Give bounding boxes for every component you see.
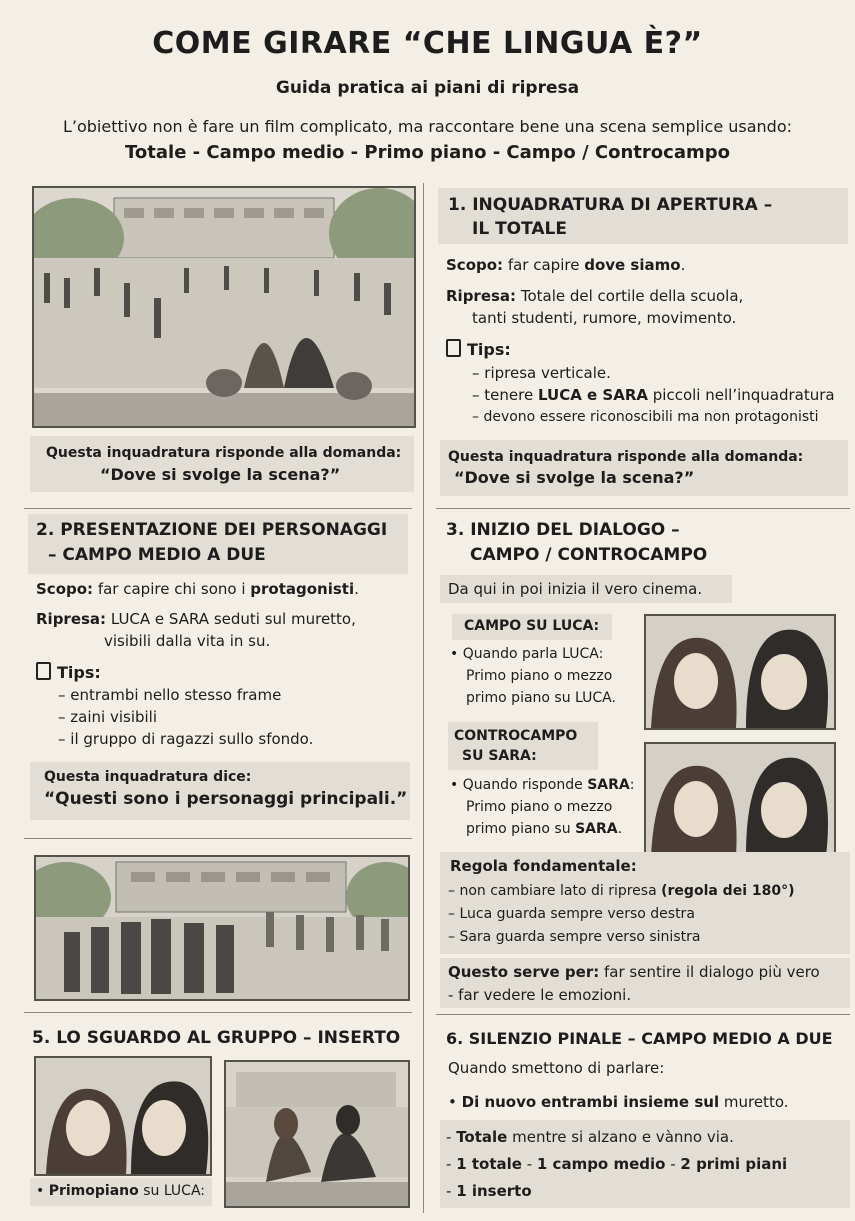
s1-title-line1: 1. INQUADRATURA DI APERTURA –: [448, 195, 773, 215]
s5-title: 5. LO SGUARDO AL GRUPPO – INSERTO: [32, 1028, 401, 1048]
s2-scopo-text: far capire chi sono i: [97, 580, 246, 598]
s2-ripresa-text-2: visibili dalla vita in su.: [104, 632, 271, 650]
regola-title: Regola fondamentale:: [450, 857, 637, 875]
s3-intro: Da qui in poi inizia il vero cinema.: [448, 580, 703, 598]
s2-tips-list: [58, 684, 313, 750]
s1-scopo: [446, 254, 685, 277]
s3-title-line1: 3. INIZIO DEL DIALOGO –: [446, 520, 680, 540]
q1-label: Questa inquadratura risponde alla domanda:: [46, 445, 402, 461]
campo-luca-title: CAMPO SU LUCA:: [464, 618, 600, 634]
page-subtitle: Guida pratica ai piani di ripresa: [275, 78, 580, 98]
s3-title-line2: CAMPO / CONTROCAMPO: [470, 545, 708, 565]
serve-line1: Questo serve per: far sentire il dialogo più vero: [448, 963, 820, 981]
divider: [24, 508, 412, 509]
s1-scopo-text: far capire: [507, 256, 580, 274]
divider: [436, 508, 850, 509]
s1-ripresa-label: Ripresa:: [446, 287, 517, 305]
s2-tips-label: Tips:: [57, 663, 101, 682]
s2-scopo: [36, 578, 359, 601]
list-item: – tenere LUCA e SARA piccoli nell’inquadratura: [472, 384, 835, 406]
s6-title: 6. SILENZIO PINALE – CAMPO MEDIO A DUE: [446, 1029, 833, 1048]
campo-luca-image: [644, 614, 836, 730]
campo-luca-text: • Quando parla LUCA: Primo piano o mezzo primo piano su LUCA.: [450, 646, 616, 706]
s1-tips-heading: [446, 338, 511, 361]
list-item: – entrambi nello stesso frame: [58, 684, 313, 706]
s2-ripresa: [36, 608, 356, 631]
s1-q-label: Questa inquadratura risponde alla domanda:: [448, 449, 804, 465]
s1-scopo-bold: dove siamo: [584, 256, 681, 274]
contro-text: • Quando risponde SARA: Primo piano o mezzo primo piano su SARA.: [450, 777, 635, 837]
list-item: – ripresa verticale.: [472, 362, 835, 384]
s2-scopo-end: .: [354, 580, 359, 598]
list-item: – il gruppo di ragazzi sullo sfondo.: [58, 728, 313, 750]
s2-q-label: Questa inquadratura dice:: [44, 769, 252, 785]
s6-intro: Quando smettono di parlare:: [448, 1059, 665, 1077]
tips-icon: [36, 662, 51, 680]
s1-q-text: “Dove si svolge la scena?”: [454, 468, 695, 487]
list-item: – zaini visibili: [58, 706, 313, 728]
s1-tips-list: [472, 362, 835, 428]
s1-scopo-label: Scopo:: [446, 256, 504, 274]
divider: [24, 838, 412, 839]
s2-scopo-bold: protagonisti: [250, 580, 355, 598]
tips-icon: [446, 339, 461, 357]
s1-scopo-end: .: [680, 256, 686, 274]
courtyard-group-image: [34, 855, 410, 1001]
s1-ripresa-text-2: tanti studenti, rumore, movimento.: [472, 309, 737, 327]
divider: [436, 1014, 850, 1015]
q1-text: “Dove si svolge la scena?”: [100, 465, 341, 484]
s5-caption: • Primopiano su LUCA:: [36, 1183, 205, 1199]
s5-caption-rest: su LUCA:: [143, 1183, 205, 1199]
two-students-wall-image: [224, 1060, 410, 1208]
s1-title-line2: IL TOTALE: [472, 219, 568, 239]
serve-line2: - far vedere le emozioni.: [448, 986, 632, 1004]
s1-ripresa-text-1: Totale del cortile della scuola,: [520, 287, 744, 305]
contro-title: CONTROCAMPO SU SARA:: [454, 728, 578, 764]
s5-caption-bold: Primopiano: [48, 1183, 139, 1199]
shot-types: Totale - Campo medio - Primo piano - Campo / Controcampo: [125, 142, 730, 163]
s2-ripresa-label: Ripresa:: [36, 610, 107, 628]
controcampo-sara-image: [644, 742, 836, 858]
s2-title-line2: – CAMPO MEDIO A DUE: [48, 545, 266, 565]
s2-title-line1: 2. PRESENTAZIONE DEI PERSONAGGI: [36, 520, 388, 540]
s2-scopo-label: Scopo:: [36, 580, 94, 598]
s6-summary: - Totale mentre si alzano e vànno via. - 1 totale - 1 campo medio - 2 primi piani - 1 inserto: [446, 1128, 788, 1200]
s2-ripresa-text-1: LUCA e SARA seduti sul muretto,: [110, 610, 356, 628]
closeup-two-faces-image: [34, 1056, 212, 1176]
column-divider: [423, 183, 424, 1213]
regola-list: – non cambiare lato di ripresa (regola dei 180°) – Luca guarda sempre verso destra – Sara guarda sempre verso sinistra: [448, 883, 795, 945]
list-item: – devono essere riconoscibili ma non protagonisti: [472, 406, 835, 428]
s1-ripresa: [446, 285, 743, 308]
courtyard-wide-image: [32, 186, 416, 428]
s1-tips-label: Tips:: [467, 340, 511, 359]
intro-text: L’obiettivo non è fare un film complicato, ma raccontare bene una scena semplice usando:: [62, 117, 793, 136]
s6-bullet: • Di nuovo entrambi insieme sul muretto.: [448, 1093, 789, 1111]
s2-tips-heading: [36, 661, 101, 684]
page-title: COME GIRARE “CHE LINGUA È?”: [152, 26, 703, 61]
s2-q-text: “Questi sono i personaggi principali.”: [44, 789, 408, 809]
divider: [24, 1012, 412, 1013]
